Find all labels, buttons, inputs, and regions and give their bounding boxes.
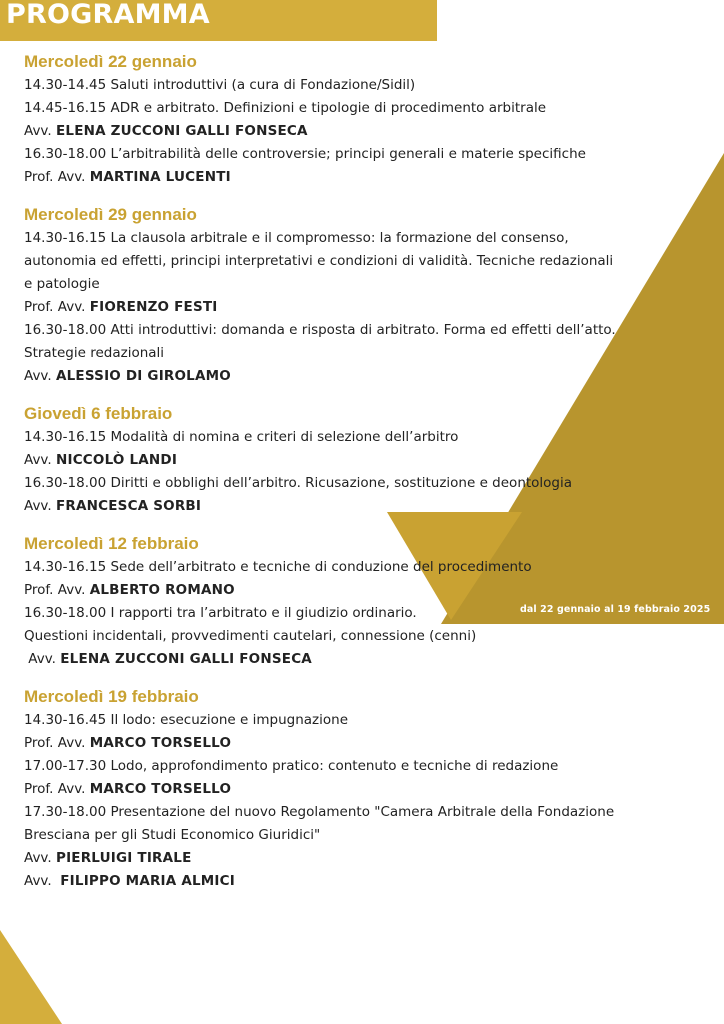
speaker-title: Avv. [24,498,56,514]
speaker-title: Prof. Avv. [24,582,90,598]
speaker-name: MARCO TORSELLO [89,781,232,797]
speaker-name: PIERLUIGI TIRALE [55,850,192,866]
program-item: 14.30-16.15 Modalità di nomina e criteri di selezione dell’arbitro [24,429,459,445]
speaker-row [24,732,624,755]
speaker-name: FIORENZO FESTI [89,299,218,315]
session-date: Mercoledì 19 febbraio [24,687,199,706]
speaker-row [24,120,624,143]
speaker-name: ALESSIO DI GIROLAMO [55,368,231,384]
session-block [24,203,624,388]
speaker-row [24,778,624,801]
program-item: 14.45-16.15 ADR e arbitrato. Definizioni e tipologie di procedimento arbitrale [24,100,547,116]
program-item: Questioni incidentali, provvedimenti cautelari, connessione (cenni) [24,628,477,644]
program-item: 17.30-18.00 Presentazione del nuovo Regolamento "Camera Arbitrale della Fondazione Bresciana per gli Studi Economico Giuridici" [24,804,615,843]
speaker-row [24,648,624,671]
speaker-row [24,365,624,388]
program-item: 14.30-16.15 Sede dell’arbitrato e tecniche di conduzione del procedimento [24,559,532,575]
speaker-title: Prof. Avv. [24,169,90,185]
speaker-row [24,495,624,518]
speaker-title: Prof. Avv. [24,781,90,797]
speaker-row [24,449,624,472]
session-block [24,532,624,671]
speaker-title: Avv. [24,651,61,667]
speaker-name: MARTINA LUCENTI [89,169,231,185]
speaker-title: Avv. [24,452,56,468]
speaker-title: Prof. Avv. [24,735,90,751]
program-item: 16.30-18.00 Diritti e obblighi dell’arbitro. Ricusazione, sostituzione e deontologia [24,475,573,491]
speaker-title: Avv. [24,850,56,866]
speaker-title: Avv. [24,123,56,139]
program-item: 14.30-14.45 Saluti introduttivi (a cura di Fondazione/Sidil) [24,77,416,93]
speaker-title: Avv. [24,368,56,384]
speaker-name: ALBERTO ROMANO [89,582,235,598]
session-date: Giovedì 6 febbraio [24,404,173,423]
speaker-name: FILIPPO MARIA ALMICI [60,873,235,889]
program-list [24,50,624,893]
header-bar [0,0,437,41]
program-item: 14.30-16.45 Il lodo: esecuzione e impugnazione [24,712,349,728]
speaker-name: MARCO TORSELLO [89,735,232,751]
corner-gold-triangle [0,930,62,1024]
speaker-row [24,296,624,319]
session-block [24,402,624,518]
speaker-row [24,579,624,602]
program-item: 16.30-18.00 I rapporti tra l’arbitrato e il giudizio ordinario. [24,605,417,621]
speaker-row [24,166,624,189]
session-date: Mercoledì 29 gennaio [24,205,197,224]
speaker-title: Prof. Avv. [24,299,90,315]
date-range-label: dal 22 gennaio al 19 febbraio 2025 [520,604,711,615]
session-date: Mercoledì 12 febbraio [24,534,199,553]
program-item: 14.30-16.15 La clausola arbitrale e il compromesso: la formazione del consenso, autonomia ed effetti, principi interpretativi e condizioni di validità. Tecniche redazionali e patologie [24,230,614,292]
program-item: 16.30-18.00 L’arbitrabilità delle controversie; principi generali e materie specifiche [24,146,586,162]
speaker-row [24,847,624,870]
session-block [24,685,624,893]
speaker-row [24,870,624,893]
speaker-name: FRANCESCA SORBI [55,498,202,514]
speaker-name: NICCOLÒ LANDI [55,452,178,468]
speaker-name: ELENA ZUCCONI GALLI FONSECA [55,123,308,139]
session-date: Mercoledì 22 gennaio [24,52,197,71]
session-block [24,50,624,189]
program-item: 17.00-17.30 Lodo, approfondimento pratico: contenuto e tecniche di redazione [24,758,559,774]
page-title: PROGRAMMA [6,0,210,30]
program-item: 16.30-18.00 Atti introduttivi: domanda e risposta di arbitrato. Forma ed effetti dell’atto. Strategie redazionali [24,322,616,361]
speaker-name: ELENA ZUCCONI GALLI FONSECA [60,651,312,667]
speaker-title: Avv. [24,873,61,889]
